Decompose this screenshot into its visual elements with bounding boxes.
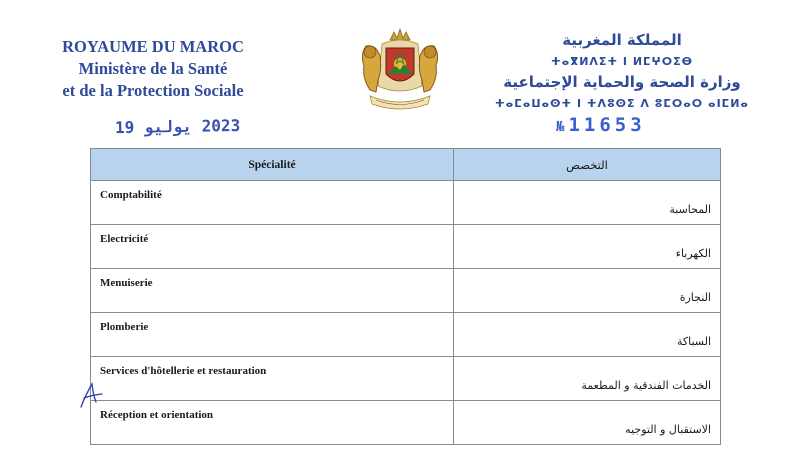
specialty-fr: Comptabilité [91, 181, 454, 225]
table-row [91, 225, 721, 269]
column-header-fr: Spécialité [91, 149, 454, 181]
specialty-ar: النجارة [454, 269, 721, 313]
specialty-ar: السباكة [454, 313, 721, 357]
specialty-fr: Electricité [91, 225, 454, 269]
moroccan-coat-of-arms-icon [352, 26, 448, 116]
reference-number: 11653 [568, 114, 646, 136]
specialty-fr: Menuiserie [91, 269, 454, 313]
kingdom-name-tifinagh: ⵜⴰⴳⵍⴷⵉⵜ ⵏ ⵍⵎⵖⵔⵉⴱ [550, 55, 693, 68]
kingdom-name-fr: ROYAUME DU MAROC [62, 37, 244, 56]
specialty-fr: Réception et orientation [91, 401, 454, 445]
table-row [91, 401, 721, 445]
kingdom-name-ar: المملكة المغربية [562, 31, 682, 49]
table-row [91, 357, 721, 401]
table-row [91, 269, 721, 313]
header-left-french [28, 36, 278, 102]
table-row [91, 181, 721, 225]
number-sign: № [556, 119, 565, 135]
specialty-ar: الاستقبال و التوجيه [454, 401, 721, 445]
specialty-ar: المحاسبة [454, 181, 721, 225]
header-right-arabic-tifinagh [472, 30, 772, 114]
ministry-name-fr-line1: Ministère de la Santé [78, 59, 228, 78]
date-stamp: 2023 يوليو 19 [114, 115, 241, 138]
ministry-name-fr-line2: et de la Protection Sociale [62, 81, 244, 100]
specialty-fr: Plomberie [91, 313, 454, 357]
handwritten-initial [78, 380, 106, 410]
ministry-name-ar: وزارة الصحة والحماية الإجتماعية [503, 73, 741, 91]
column-header-ar: التخصص [454, 149, 721, 181]
specialty-fr: Services d'hôtellerie et restauration [91, 357, 454, 401]
ministry-name-tifinagh: ⵜⴰⵎⴰⵡⴰⵙⵜ ⵏ ⵜⴷⵓⵙⵉ ⴷ ⵓⵎⵔⴰⵔ ⴰⵏⵎⵍⴰ [494, 97, 750, 110]
reference-number-stamp [556, 114, 646, 136]
specialty-table [90, 148, 721, 445]
specialty-ar: الخدمات الفندقية و المطعمة [454, 357, 721, 401]
table-row [91, 313, 721, 357]
table-header-row [91, 149, 721, 181]
specialty-ar: الكهرباء [454, 225, 721, 269]
